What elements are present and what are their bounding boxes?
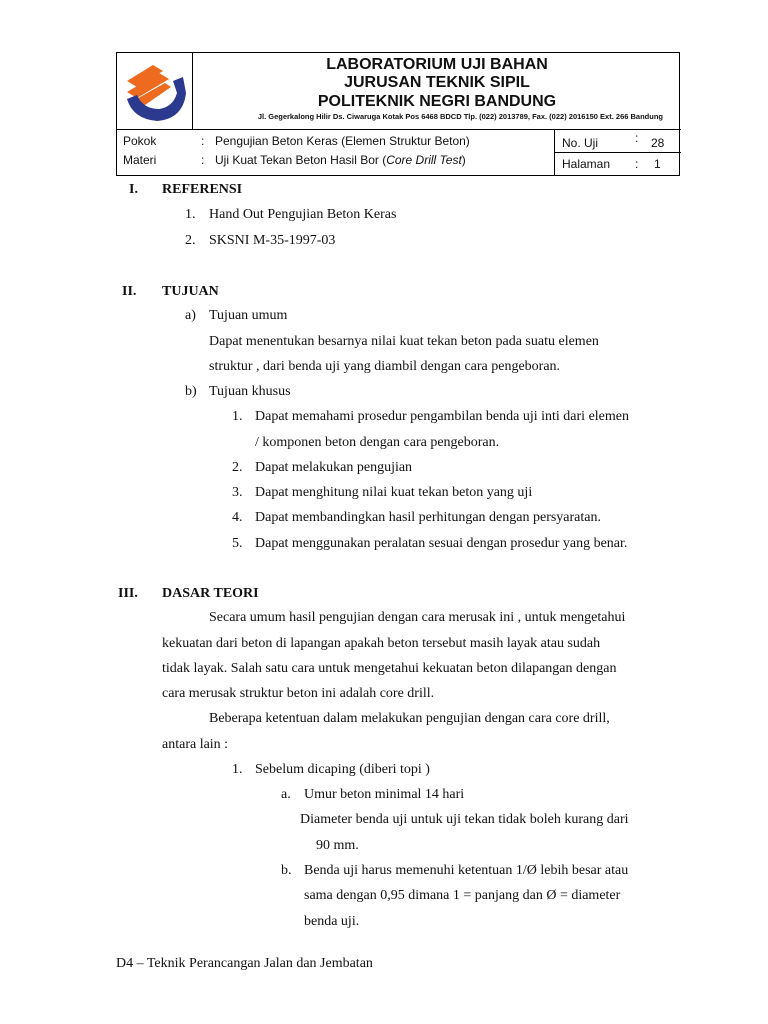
section-title: TUJUAN [162, 284, 219, 299]
list-item: Dapat menghitung nilai kuat tekan beton yang uji [255, 485, 533, 500]
paragraph-line: benda uji. [304, 914, 360, 929]
halaman-label: Halaman [562, 157, 611, 171]
section-number: III. [118, 586, 138, 601]
page-footer: D4 – Teknik Perancangan Jalan dan Jembatan [116, 956, 373, 971]
department-title: JURUSAN TEKNIK SIPIL [344, 74, 530, 91]
list-item: Umur beton minimal 14 hari [304, 787, 465, 802]
list-item: Dapat melakukan pengujian [255, 460, 413, 475]
paragraph-line: Beberapa ketentuan dalam melakukan pengujian dengan cara core drill, [209, 711, 610, 726]
list-item: Dapat memahami prosedur pengambilan benda uji inti dari elemen [255, 409, 629, 424]
list-number: 1. [232, 409, 243, 424]
paragraph-line: 90 mm. [316, 838, 359, 853]
document-header [116, 52, 680, 176]
lab-address: Jl. Gegerkalong Hilir Ds. Ciwaruga Kotak Pos 6468 BDCD Tlp. (022) 2013789, Fax. (022) 2016150 Ext. 266 Bandung [257, 112, 663, 121]
list-item: Dapat menggunakan peralatan sesuai dengan prosedur yang benar. [255, 536, 628, 551]
paragraph-line: Diameter benda uji untuk uji tekan tidak boleh kurang dari [300, 812, 629, 827]
halaman-value: 1 [654, 157, 661, 171]
pokok-label: Pokok [123, 134, 157, 148]
list-item: SKSNI M-35-1997-03 [209, 233, 336, 248]
no-uji-label: No. Uji [562, 136, 599, 150]
paragraph-line: antara lain : [162, 737, 229, 752]
paragraph-line: Dapat menentukan besarnya nilai kuat tekan beton pada suatu elemen [209, 334, 599, 349]
paragraph-line: Secara umum hasil pengujian dengan cara merusak ini , untuk mengetahui [209, 610, 626, 625]
list-mark: b. [281, 863, 292, 878]
section-title: DASAR TEORI [162, 586, 259, 601]
list-mark: b) [185, 384, 197, 399]
list-mark: a. [281, 787, 291, 802]
list-number: 2. [185, 233, 196, 248]
no-uji-sep: : [635, 131, 639, 145]
materi-sep: : [201, 153, 205, 167]
list-item: / komponen beton dengan cara pengeboran. [255, 435, 500, 450]
section-number: I. [129, 182, 138, 197]
subsection-label: Tujuan umum [209, 308, 288, 323]
halaman-sep: : [635, 157, 639, 171]
list-number: 4. [232, 510, 243, 525]
list-number: 1. [185, 207, 196, 222]
list-number: 1. [232, 762, 243, 777]
divider [554, 152, 681, 153]
divider [117, 129, 681, 130]
section-title: REFERENSI [162, 182, 243, 197]
subsection-label: Tujuan khusus [209, 384, 291, 399]
pokok-sep: : [201, 134, 205, 148]
list-item: Sebelum dicaping (diberi topi ) [255, 762, 430, 777]
pokok-value: Pengujian Beton Keras (Elemen Struktur Beton) [215, 134, 470, 148]
list-number: 2. [232, 460, 243, 475]
paragraph-line: struktur , dari benda uji yang diambil dengan cara pengeboran. [209, 359, 561, 374]
lab-title: LABORATORIUM UJI BAHAN [326, 56, 548, 73]
paragraph-line: kekuatan dari beton di lapangan apakah beton tersebut masih layak atau sudah [162, 636, 601, 651]
materi-value: Uji Kuat Tekan Beton Hasil Bor (Core Drill Test) [215, 153, 466, 167]
institution-title: POLITEKNIK NEGRI BANDUNG [317, 93, 557, 110]
list-number: 3. [232, 485, 243, 500]
list-item: Hand Out Pengujian Beton Keras [209, 207, 397, 222]
list-mark: a) [185, 308, 196, 323]
list-item: Dapat membandingkan hasil perhitungan dengan persyaratan. [255, 510, 601, 525]
materi-label: Materi [123, 153, 157, 167]
no-uji-value: 28 [651, 136, 665, 150]
list-number: 5. [232, 536, 243, 551]
section-number: II. [122, 284, 137, 299]
paragraph-line: sama dengan 0,95 dimana 1 = panjang dan Ø = diameter [304, 888, 621, 903]
paragraph-line: tidak layak. Salah satu cara untuk mengetahui kekuatan beton dilapangan dengan [162, 661, 617, 676]
list-item: Benda uji harus memenuhi ketentuan 1/Ø lebih besar atau [304, 863, 629, 878]
polban-logo-icon [123, 59, 187, 123]
paragraph-line: cara merusak struktur beton ini adalah core drill. [162, 686, 435, 701]
